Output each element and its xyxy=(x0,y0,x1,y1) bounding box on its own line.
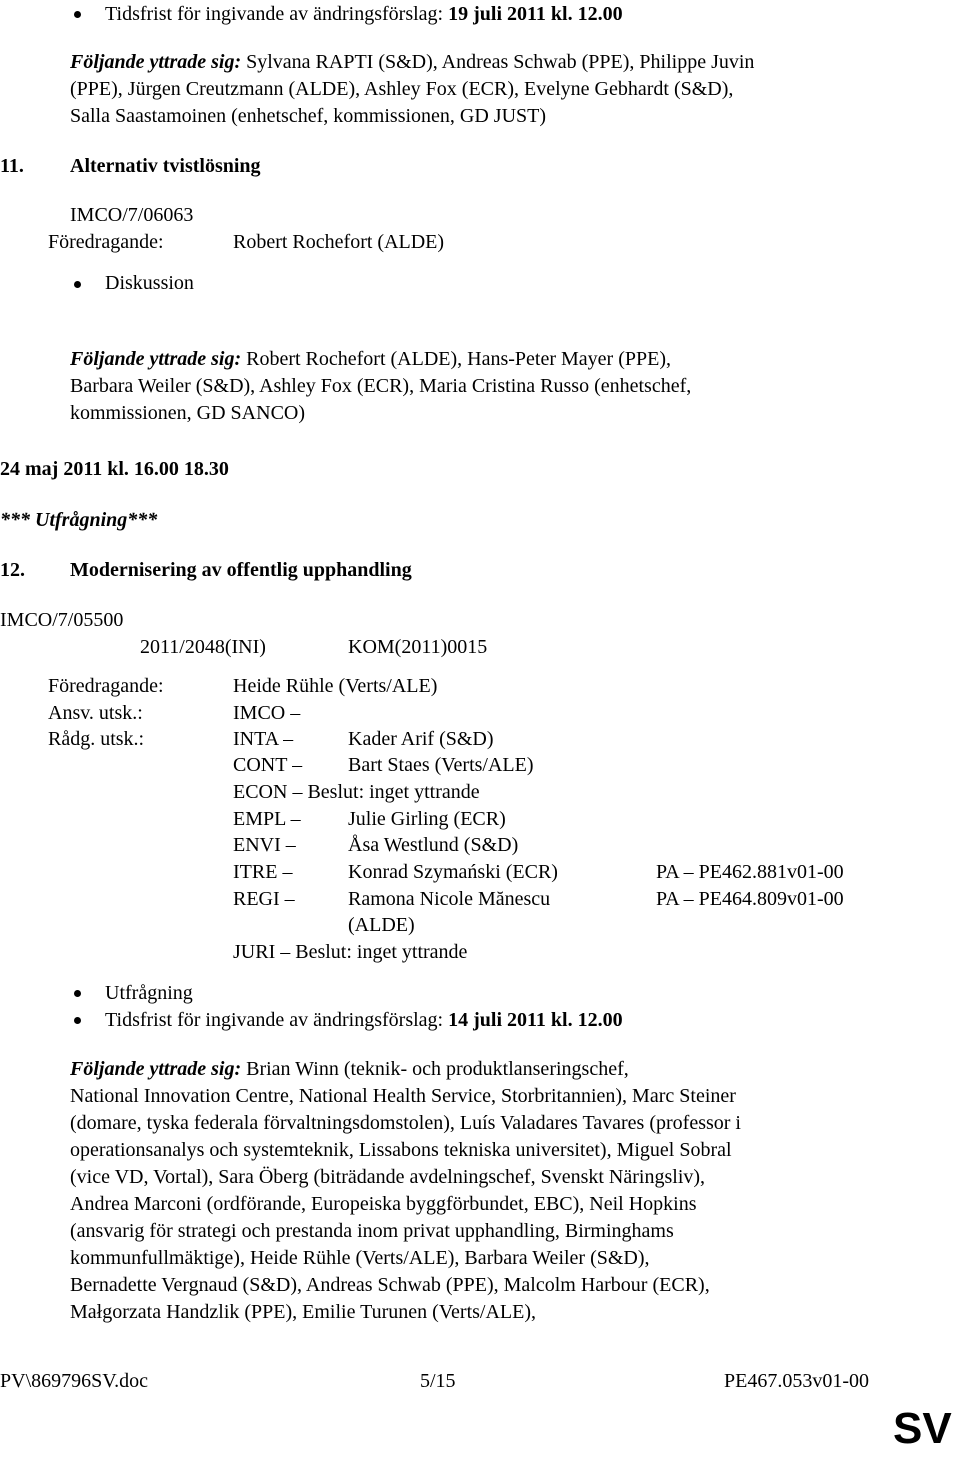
deadline-line xyxy=(105,1,623,28)
bullet-dot xyxy=(74,990,81,997)
speakers-line: Salla Saastamoinen (enhetschef, kommissionen, GD JUST) xyxy=(70,105,547,127)
bullet-item: Utfrågning xyxy=(105,982,193,1004)
deadline-label: Tidsfrist för ingivande av ändringsförslag: xyxy=(105,3,449,25)
hearing-heading: *** Utfrågning*** xyxy=(0,509,158,531)
committee-person: Kader Arif (S&D) xyxy=(348,728,494,750)
committee-row: JURI – Beslut: inget yttrande xyxy=(233,941,468,963)
opinion-committee-label: Rådg. utsk.: xyxy=(48,728,145,750)
speakers-line: operationsanalys och systemteknik, Lissabons tekniska universitet), Miguel Sobral xyxy=(70,1139,732,1161)
item-title: Alternativ tvistlösning xyxy=(70,155,261,177)
committee-code: ITRE – xyxy=(233,861,293,883)
committee-code: ECON xyxy=(233,781,288,803)
speakers-line: National Innovation Centre, National Health Service, Storbritannien), Marc Steiner xyxy=(70,1085,736,1107)
speakers-line: Małgorzata Handzlik (PPE), Emilie Turunen (Verts/ALE), xyxy=(70,1301,537,1323)
responsible-committee-value: IMCO – xyxy=(233,702,301,724)
speakers-paragraph-top xyxy=(70,49,870,130)
committee-person: Åsa Westlund (S&D) xyxy=(348,834,519,856)
speakers-line: Andrea Marconi (ordförande, Europeiska byggförbundet, EBC), Neil Hopkins xyxy=(70,1193,697,1215)
speakers-label: Följande yttrade sig: xyxy=(70,51,242,73)
committee-code: EMPL – xyxy=(233,808,301,830)
committee-code: INTA – xyxy=(233,728,294,750)
committee-person: Bart Staes (Verts/ALE) xyxy=(348,754,534,776)
committee-person: Julie Girling (ECR) xyxy=(348,808,506,830)
bullet-dot xyxy=(74,1017,81,1024)
speakers-line: Bernadette Vergnaud (S&D), Andreas Schwab (PPE), Malcolm Harbour (ECR), xyxy=(70,1274,710,1296)
bullet-item: Diskussion xyxy=(105,272,194,294)
speakers-line: kommissionen, GD SANCO) xyxy=(70,402,306,424)
committee-code: REGI – xyxy=(233,888,295,910)
bullet-dot xyxy=(74,281,81,288)
speakers-label: Följande yttrade sig: xyxy=(70,1058,242,1080)
speakers-line: Brian Winn (teknik- och produktlanseringschef, xyxy=(241,1058,629,1080)
responsible-committee-label: Ansv. utsk.: xyxy=(48,702,143,724)
committee-person: (ALDE) xyxy=(348,914,415,936)
speakers-line: Sylvana RAPTI (S&D), Andreas Schwab (PPE), Philippe Juvin xyxy=(241,51,755,73)
footer-ref: PE467.053v01-00 xyxy=(724,1370,869,1392)
deadline-line xyxy=(105,1007,623,1034)
language-code: SV xyxy=(893,1404,952,1453)
footer-doc: PV\869796SV.doc xyxy=(0,1370,148,1392)
committee-code: CONT – xyxy=(233,754,303,776)
deadline-value: 19 juli 2011 kl. 12.00 xyxy=(448,3,623,25)
speakers-label: Följande yttrade sig: xyxy=(70,348,242,370)
committee-code: ENVI – xyxy=(233,834,296,856)
rapporteur-label: Föredragande: xyxy=(48,231,164,253)
deadline-value: 14 juli 2011 kl. 12.00 xyxy=(448,1009,623,1031)
speakers-line: (domare, tyska federala förvaltningsdomstolen), Luís Valadares Tavares (professor i xyxy=(70,1112,741,1134)
session-date: 24 maj 2011 kl. 16.00 18.30 xyxy=(0,458,229,480)
item-title: Modernisering av offentlig upphandling xyxy=(70,559,412,581)
item-number: 12. xyxy=(0,559,25,581)
speakers-line: (vice VD, Vortal), Sara Öberg (biträdande avdelningschef, Svenskt Näringsliv), xyxy=(70,1166,706,1188)
speakers-line: kommunfullmäktige), Heide Rühle (Verts/ALE), Barbara Weiler (S&D), xyxy=(70,1247,650,1269)
deadline-label: Tidsfrist för ingivande av ändringsförslag: xyxy=(105,1009,449,1031)
item-reference: IMCO/7/06063 xyxy=(70,204,194,226)
item-number: 11. xyxy=(0,155,24,177)
footer-page: 5/15 xyxy=(420,1370,456,1392)
speakers-line: Barbara Weiler (S&D), Ashley Fox (ECR), Maria Cristina Russo (enhetschef, xyxy=(70,375,692,397)
item-reference: IMCO/7/05500 xyxy=(0,609,124,631)
rapporteur-value: Robert Rochefort (ALDE) xyxy=(233,231,445,253)
kom-number: KOM(2011)0015 xyxy=(348,636,488,658)
committee-person: Konrad Szymański (ECR) xyxy=(348,861,558,883)
speakers-line: (PPE), Jürgen Creutzmann (ALDE), Ashley Fox (ECR), Evelyne Gebhardt (S&D), xyxy=(70,78,734,100)
committee-code: JURI xyxy=(233,941,276,963)
procedure-number: 2011/2048(INI) xyxy=(140,636,266,658)
speakers-paragraph-item12 xyxy=(70,1056,870,1326)
speakers-paragraph-item11 xyxy=(70,346,870,427)
speakers-line: (ansvarig för strategi och prestanda inom privat upphandling, Birminghams xyxy=(70,1220,674,1242)
pa-ref: PA – PE464.809v01-00 xyxy=(656,888,844,910)
committee-person: Ramona Nicole Mănescu xyxy=(348,888,551,910)
committee-code: IMCO xyxy=(233,702,286,724)
rapporteur-label: Föredragande: xyxy=(48,675,164,697)
speakers-line: Robert Rochefort (ALDE), Hans-Peter Mayer (PPE), xyxy=(241,348,671,370)
pa-ref: PA – PE462.881v01-00 xyxy=(656,861,844,883)
committee-person: Beslut: inget yttrande xyxy=(295,941,468,963)
committee-person: Beslut: inget yttrande xyxy=(307,781,480,803)
committee-row: ECON – Beslut: inget yttrande xyxy=(233,781,480,803)
rapporteur-value: Heide Rühle (Verts/ALE) xyxy=(233,675,438,697)
bullet-dot xyxy=(74,11,81,18)
